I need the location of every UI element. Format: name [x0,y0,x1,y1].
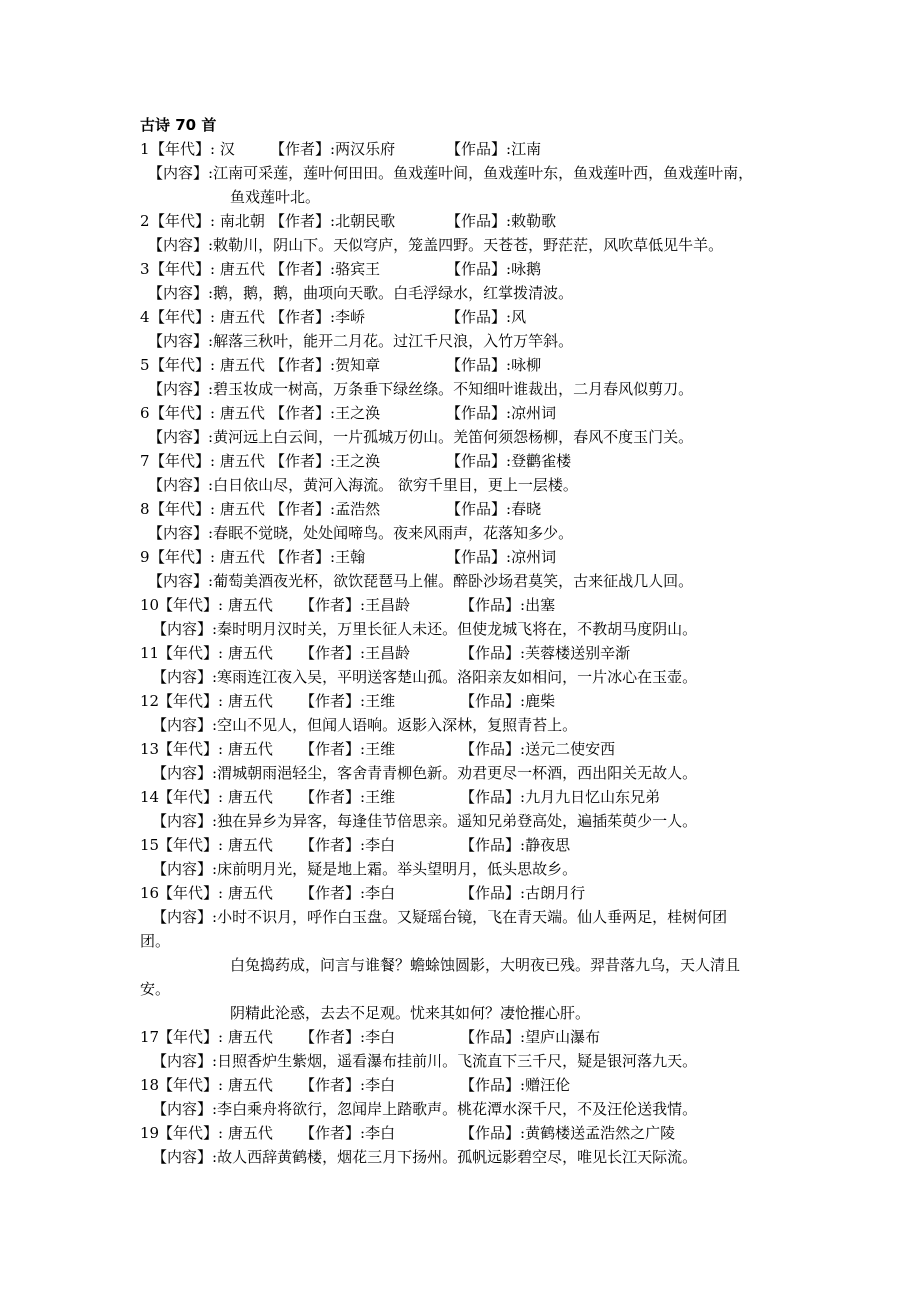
author-field [270,449,380,473]
era-label: 【年代】: [150,404,216,422]
era-field [150,257,265,281]
author-field [270,257,380,281]
era-field [158,785,273,809]
era-value: 唐五代 [215,260,265,278]
work-field [446,209,556,233]
work-field [460,785,660,809]
poem-number: 18 [140,1076,160,1094]
work-field [460,593,555,617]
era-label: 【年代】: [150,452,216,470]
author-value: 王昌龄 [365,644,411,662]
work-field [460,881,585,905]
era-label: 【年代】: [158,1124,224,1142]
era-value: 唐五代 [215,500,265,518]
poem-header [0,305,920,329]
content-text: 小时不识月，呼作白玉盘。又疑瑶台镜，飞在青天端。仙人垂两足，桂树何团 [217,908,728,926]
work-value: 江南 [511,140,542,158]
poem-content [148,425,693,449]
work-field [460,689,555,713]
poem-header [0,737,920,761]
work-value: 静夜思 [525,836,571,854]
era-label: 【年代】: [158,788,224,806]
content-text: 鹅，鹅，鹅，曲项向天歌。白毛浮绿水，红掌拨清波。 [213,284,574,302]
poem-number: 5 [140,356,150,374]
work-value: 芙蓉楼送别辛渐 [525,644,631,662]
author-label: 【作者】: [300,740,366,758]
era-value: 唐五代 [215,452,265,470]
content-text: 安。 [140,980,171,998]
poem-header [0,1025,920,1049]
poem-content [148,569,693,593]
era-label: 【年代】: [158,740,224,758]
work-value: 敕勒歌 [511,212,557,230]
author-label: 【作者】: [300,788,366,806]
author-label: 【作者】: [300,596,366,614]
author-label: 【作者】: [270,548,336,566]
work-label: 【作品】: [460,884,526,902]
poem-header [0,593,920,617]
era-field [158,689,273,713]
content-wrap [140,977,170,1001]
work-field [446,497,541,521]
author-label: 【作者】: [300,644,366,662]
work-label: 【作品】: [460,1028,526,1046]
era-label: 【年代】: [158,884,224,902]
poem-header [0,209,920,233]
author-label: 【作者】: [270,452,336,470]
work-field [460,1121,675,1145]
work-field [446,449,571,473]
era-value: 唐五代 [223,596,273,614]
author-label: 【作者】: [300,884,366,902]
content-label: 【内容】: [152,716,218,734]
era-label: 【年代】: [158,1028,224,1046]
content-text: 阴精此沦惑，去去不足观。忧来其如何？凄怆摧心肝。 [230,1004,591,1022]
author-value: 孟浩然 [335,500,381,518]
era-value: 唐五代 [223,740,273,758]
poem-content [152,857,577,881]
author-value: 王之涣 [335,404,381,422]
content-text: 李白乘舟将欲行，忽闻岸上踏歌声。桃花潭水深千尺，不及汪伦送我情。 [217,1100,698,1118]
content-text: 床前明月光，疑是地上霜。举头望明月，低头思故乡。 [217,860,578,878]
content-text: 渭城朝雨浥轻尘，客舍青青柳色新。劝君更尽一杯酒，西出阳关无故人。 [217,764,698,782]
author-field [300,833,395,857]
work-field [460,1073,570,1097]
poem-content [152,905,727,929]
poem-content [152,1049,697,1073]
work-value: 风 [511,308,527,326]
poem-number: 7 [140,452,150,470]
poem-content [152,617,697,641]
era-field [158,1025,273,1049]
poem-number: 19 [140,1124,160,1142]
content-text: 敕勒川，阴山下。天似穹庐，笼盖四野。天苍苍，野茫茫，风吹草低见牛羊。 [213,236,724,254]
work-value: 黄鹤楼送孟浩然之广陵 [525,1124,676,1142]
poem-content [152,761,697,785]
author-value: 李白 [365,1124,396,1142]
era-value: 汉 [215,140,235,158]
author-field [270,305,365,329]
content-text: 碧玉妆成一树高，万条垂下绿丝绦。不知细叶谁裁出，二月春风似剪刀。 [213,380,694,398]
era-field [150,353,265,377]
poem-header [0,137,920,161]
era-label: 【年代】: [150,356,216,374]
work-field [460,1025,600,1049]
era-value: 唐五代 [223,1028,273,1046]
work-field [446,137,541,161]
poem-content [152,665,697,689]
era-value: 唐五代 [223,1076,273,1094]
work-value: 赠汪伦 [525,1076,571,1094]
content-text: 故人西辞黄鹤楼，烟花三月下扬州。孤帆远影碧空尽，唯见长江天际流。 [217,1148,698,1166]
author-field [270,497,380,521]
author-value: 北朝民歌 [335,212,396,230]
content-label: 【内容】: [148,524,214,542]
author-label: 【作者】: [300,692,366,710]
work-value: 九月九日忆山东兄弟 [525,788,661,806]
poem-header [0,353,920,377]
era-value: 唐五代 [223,692,273,710]
content-label: 【内容】: [152,812,218,830]
content-text: 独在异乡为异客，每逢佳节倍思亲。遥知兄弟登高处，遍插茱萸少一人。 [217,812,698,830]
poem-header [0,545,920,569]
content-stanza [230,1001,590,1025]
author-label: 【作者】: [270,404,336,422]
author-value: 王翰 [335,548,366,566]
era-field [158,1121,273,1145]
content-label: 【内容】: [152,908,218,926]
content-text: 春眠不觉晓，处处闻啼鸟。夜来风雨声，花落知多少。 [213,524,574,542]
poem-header [0,401,920,425]
work-label: 【作品】: [460,596,526,614]
content-label: 【内容】: [152,620,218,638]
poem-content [148,473,578,497]
poem-header [0,257,920,281]
work-field [446,545,556,569]
work-value: 咏柳 [511,356,542,374]
content-label: 【内容】: [152,1100,218,1118]
content-text: 江南可采莲，莲叶何田田。鱼戏莲叶间，鱼戏莲叶东，鱼戏莲叶西，鱼戏莲叶南， [213,164,754,182]
era-label: 【年代】: [158,644,224,662]
author-field [300,641,410,665]
author-label: 【作者】: [300,1124,366,1142]
work-value: 登鹳雀楼 [511,452,572,470]
poem-content [148,233,723,257]
era-field [158,881,273,905]
content-label: 【内容】: [152,764,218,782]
era-field [150,497,265,521]
work-label: 【作品】: [460,788,526,806]
era-label: 【年代】: [150,260,216,278]
era-label: 【年代】: [158,1076,224,1094]
work-label: 【作品】: [446,452,512,470]
poem-content [152,1097,697,1121]
author-field [300,1121,395,1145]
work-field [446,353,541,377]
poem-header [0,449,920,473]
era-label: 【年代】: [158,836,224,854]
work-label: 【作品】: [446,212,512,230]
content-stanza [230,953,740,977]
poem-number: 1 [140,140,150,158]
author-value: 两汉乐府 [335,140,396,158]
poem-number: 9 [140,548,150,566]
era-field [150,545,265,569]
era-field [158,641,273,665]
era-field [158,1073,273,1097]
content-text: 白兔捣药成，问言与谁餐？蟾蜍蚀圆影，大明夜已残。羿昔落九乌，天人清且 [230,956,741,974]
work-label: 【作品】: [460,1124,526,1142]
content-wrap [140,929,170,953]
poem-content [152,1145,697,1169]
era-label: 【年代】: [158,596,224,614]
author-field [270,401,380,425]
author-value: 李白 [365,1028,396,1046]
poem-number: 6 [140,404,150,422]
era-value: 南北朝 [215,212,265,230]
poem-content [148,281,573,305]
content-label: 【内容】: [148,428,214,446]
era-label: 【年代】: [150,212,216,230]
era-value: 唐五代 [223,836,273,854]
content-text: 葡萄美酒夜光杯，欲饮琵琶马上催。醉卧沙场君莫笑，古来征战几人回。 [213,572,694,590]
work-label: 【作品】: [446,308,512,326]
era-label: 【年代】: [150,500,216,518]
poem-number: 8 [140,500,150,518]
poem-number: 4 [140,308,150,326]
poem-number: 10 [140,596,160,614]
author-value: 贺知章 [335,356,381,374]
author-value: 王维 [365,788,396,806]
author-label: 【作者】: [270,500,336,518]
author-value: 王维 [365,740,396,758]
era-value: 唐五代 [223,788,273,806]
author-field [300,689,395,713]
poem-header [0,881,920,905]
work-field [446,305,526,329]
content-text: 寒雨连江夜入吴，平明送客楚山孤。洛阳亲友如相问，一片冰心在玉壶。 [217,668,698,686]
author-field [300,737,395,761]
poem-number: 14 [140,788,160,806]
author-label: 【作者】: [270,140,336,158]
content-label: 【内容】: [148,572,214,590]
poem-content [148,161,753,185]
author-field [300,1073,395,1097]
author-value: 骆宾王 [335,260,381,278]
author-value: 李峤 [335,308,366,326]
content-text: 白日依山尽，黄河入海流。 欲穷千里目，更上一层楼。 [213,476,578,494]
work-label: 【作品】: [446,500,512,518]
poem-content [148,521,573,545]
content-text: 团。 [140,932,171,950]
work-label: 【作品】: [460,644,526,662]
work-label: 【作品】: [446,404,512,422]
era-value: 唐五代 [223,884,273,902]
author-label: 【作者】: [270,212,336,230]
era-label: 【年代】: [150,548,216,566]
author-field [270,137,395,161]
content-text: 秦时明月汉时关，万里长征人未还。但使龙城飞将在，不教胡马度阴山。 [217,620,698,638]
poem-number: 11 [140,644,160,662]
author-value: 王维 [365,692,396,710]
work-field [460,641,630,665]
author-label: 【作者】: [270,260,336,278]
poem-content [152,809,697,833]
content-label: 【内容】: [148,476,214,494]
work-label: 【作品】: [446,140,512,158]
content-label: 【内容】: [152,1052,218,1070]
era-field [158,593,273,617]
author-label: 【作者】: [300,1076,366,1094]
era-field [150,401,265,425]
poem-header [0,641,920,665]
era-field [158,833,273,857]
work-label: 【作品】: [446,356,512,374]
work-label: 【作品】: [460,740,526,758]
content-stanza [230,185,320,209]
content-label: 【内容】: [148,380,214,398]
content-text: 日照香炉生紫烟，遥看瀑布挂前川。飞流直下三千尺，疑是银河落九天。 [217,1052,698,1070]
poem-number: 13 [140,740,160,758]
content-text: 鱼戏莲叶北。 [230,188,321,206]
poem-number: 12 [140,692,160,710]
poem-header [0,785,920,809]
work-value: 出塞 [525,596,556,614]
work-value: 凉州词 [511,404,557,422]
era-label: 【年代】: [150,308,216,326]
poem-number: 17 [140,1028,160,1046]
work-value: 咏鹅 [511,260,542,278]
poem-content [148,377,693,401]
poem-header [0,833,920,857]
work-value: 望庐山瀑布 [525,1028,601,1046]
author-field [270,209,395,233]
author-field [300,1025,395,1049]
poem-header [0,1073,920,1097]
work-field [446,401,556,425]
author-value: 李白 [365,836,396,854]
poem-number: 3 [140,260,150,278]
work-value: 鹿柴 [525,692,556,710]
era-value: 唐五代 [215,548,265,566]
work-value: 凉州词 [511,548,557,566]
content-label: 【内容】: [148,332,214,350]
author-field [300,593,410,617]
work-value: 送元二使安西 [525,740,616,758]
poem-content [152,713,577,737]
era-field [150,305,265,329]
work-value: 古朗月行 [525,884,586,902]
content-label: 【内容】: [148,284,214,302]
work-label: 【作品】: [460,692,526,710]
era-value: 唐五代 [215,404,265,422]
author-label: 【作者】: [300,836,366,854]
era-label: 【年代】: [158,692,224,710]
work-field [460,737,615,761]
content-text: 空山不见人，但闻人语响。返影入深林，复照青苔上。 [217,716,578,734]
content-label: 【内容】: [152,860,218,878]
author-label: 【作者】: [270,356,336,374]
era-field [158,737,273,761]
content-label: 【内容】: [148,164,214,182]
era-value: 唐五代 [223,1124,273,1142]
work-label: 【作品】: [446,548,512,566]
author-field [300,785,395,809]
author-value: 王昌龄 [365,596,411,614]
poem-header [0,1121,920,1145]
era-field [150,449,265,473]
author-field [300,881,395,905]
author-field [270,353,380,377]
content-label: 【内容】: [152,1148,218,1166]
era-field [150,209,265,233]
poem-number: 16 [140,884,160,902]
era-value: 唐五代 [215,356,265,374]
work-value: 春晓 [511,500,542,518]
work-field [460,833,570,857]
poem-number: 15 [140,836,160,854]
work-label: 【作品】: [446,260,512,278]
era-field [150,137,235,161]
content-text: 黄河远上白云间，一片孤城万仞山。羌笛何须怨杨柳，春风不度玉门关。 [213,428,694,446]
author-label: 【作者】: [270,308,336,326]
author-value: 王之涣 [335,452,381,470]
author-label: 【作者】: [300,1028,366,1046]
work-label: 【作品】: [460,1076,526,1094]
era-label: 【年代】: [150,140,216,158]
poem-number: 2 [140,212,150,230]
author-value: 李白 [365,1076,396,1094]
content-label: 【内容】: [148,236,214,254]
author-value: 李白 [365,884,396,902]
content-text: 解落三秋叶，能开二月花。过江千尺浪，入竹万竿斜。 [213,332,574,350]
poem-header [0,497,920,521]
poem-header [0,689,920,713]
poem-content [148,329,573,353]
work-label: 【作品】: [460,836,526,854]
document-title: 古诗 70 首 [140,116,217,134]
work-field [446,257,541,281]
author-field [270,545,365,569]
era-value: 唐五代 [223,644,273,662]
era-value: 唐五代 [215,308,265,326]
content-label: 【内容】: [152,668,218,686]
